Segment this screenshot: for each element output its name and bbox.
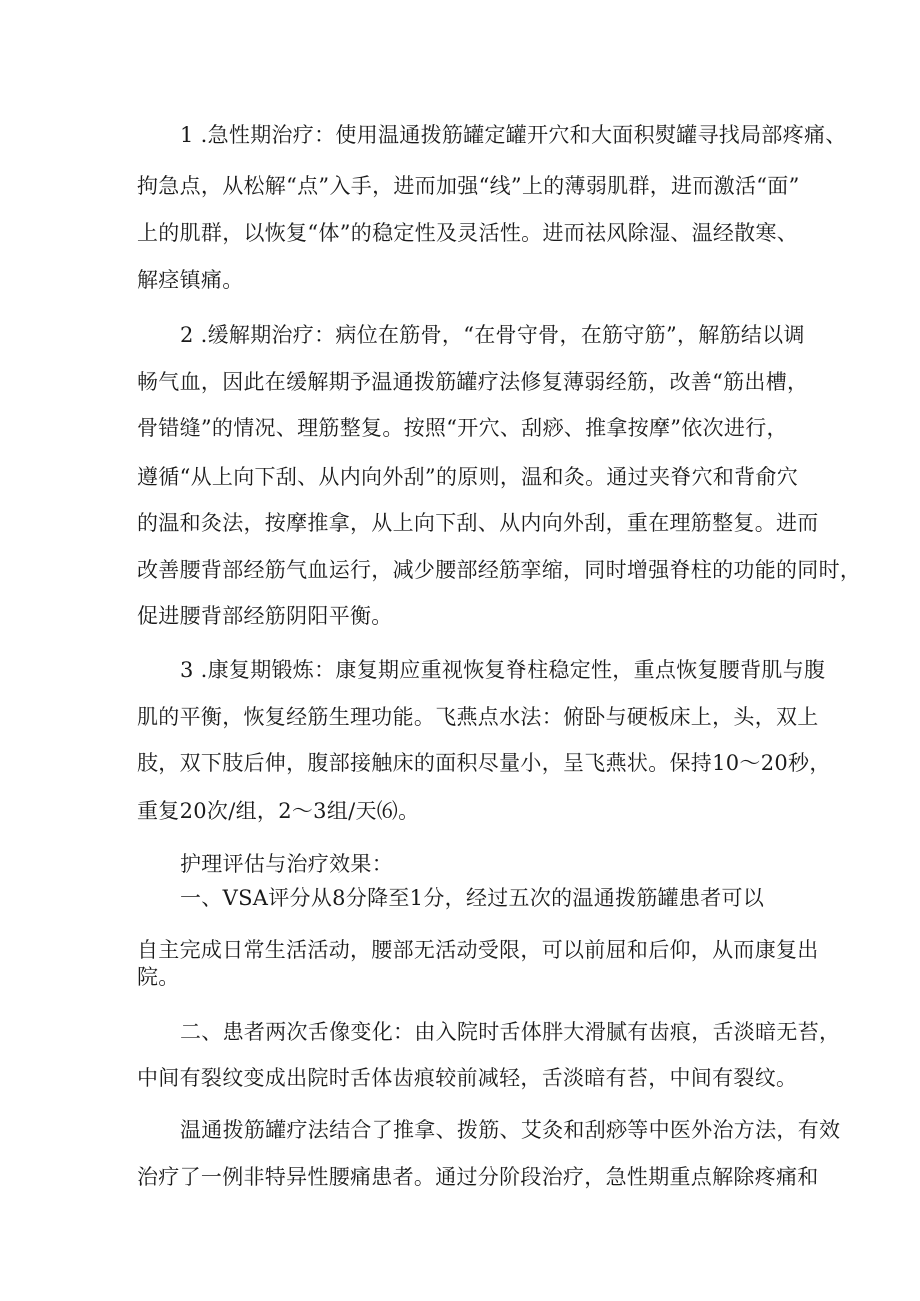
section-heading: 护理评估与治疗效果： (180, 852, 393, 876)
text-line: 重复20次/组，2〜3组/天⑹。 (137, 799, 420, 823)
text-line: 一、VSA评分从8分降至1分，经过五次的温通拨筋罐患者可以 (180, 886, 765, 910)
text-line: 促进腰背部经筋阴阳平衡。 (137, 604, 393, 628)
text-line: 肢，双下肢后伸，腹部接触床的面积尽量小，呈飞燕状。保持10〜20秒， (137, 751, 831, 775)
text-line: 治疗了一例非特异性腰痛患者。通过分阶段治疗，急性期重点解除疼痛和 (137, 1165, 819, 1189)
text-line: 肌的平衡，恢复经筋生理功能。飞燕点水法：俯卧与硬板床上，头，双上 (137, 705, 819, 729)
text-line: 温通拨筋罐疗法结合了推拿、拨筋、艾灸和刮痧等中医外治方法，有效 (180, 1118, 841, 1142)
text-line: 拘急点，从松解“点”入手，进而加强“线”上的薄弱肌群，进而激活“面” (137, 174, 800, 198)
text-line: 院。 (137, 965, 180, 989)
text-line: 二、患者两次舌像变化：由入院时舌体胖大滑腻有齿痕，舌淡暗无苔， (180, 1020, 841, 1044)
text-line: 遵循“从上向下刮、从内向外刮”的原则，温和灸。通过夹脊穴和背俞穴 (137, 465, 799, 489)
text-line: 解痉镇痛。 (137, 268, 244, 292)
text-line: 3 .康复期锻炼：康复期应重视恢复脊柱稳定性，重点恢复腰背肌与腹 (180, 658, 826, 682)
text-line: 改善腰背部经筋气血运行，减少腰部经筋挛缩，同时增强脊柱的功能的同时， (137, 558, 862, 582)
text-line: 上的肌群，以恢复“体”的稳定性及灵活性。进而祛风除湿、温经散寒、 (137, 221, 799, 245)
text-line: 1 .急性期治疗：使用温通拨筋罐定罐开穴和大面积熨罐寻找局部疼痛、 (180, 123, 847, 147)
text-line: 2 .缓解期治疗：病位在筋骨，“在骨守骨，在筋守筋”，解筋结以调 (180, 323, 805, 347)
text-line: 的温和灸法，按摩推拿，从上向下刮、从内向外刮，重在理筋整复。进而 (137, 511, 819, 535)
text-line: 中间有裂纹变成出院时舌体齿痕较前减轻，舌淡暗有苔，中间有裂纹。 (137, 1066, 798, 1090)
text-line: 自主完成日常生活活动，腰部无活动受限，可以前屈和后仰，从而康复出 (137, 938, 819, 962)
text-line: 畅气血，因此在缓解期予温通拨筋罐疗法修复薄弱经筋，改善“筋出槽， (137, 370, 809, 394)
text-line: 骨错缝”的情况、理筋整复。按照“开穴、刮痧、推拿按摩”依次进行， (137, 416, 788, 440)
